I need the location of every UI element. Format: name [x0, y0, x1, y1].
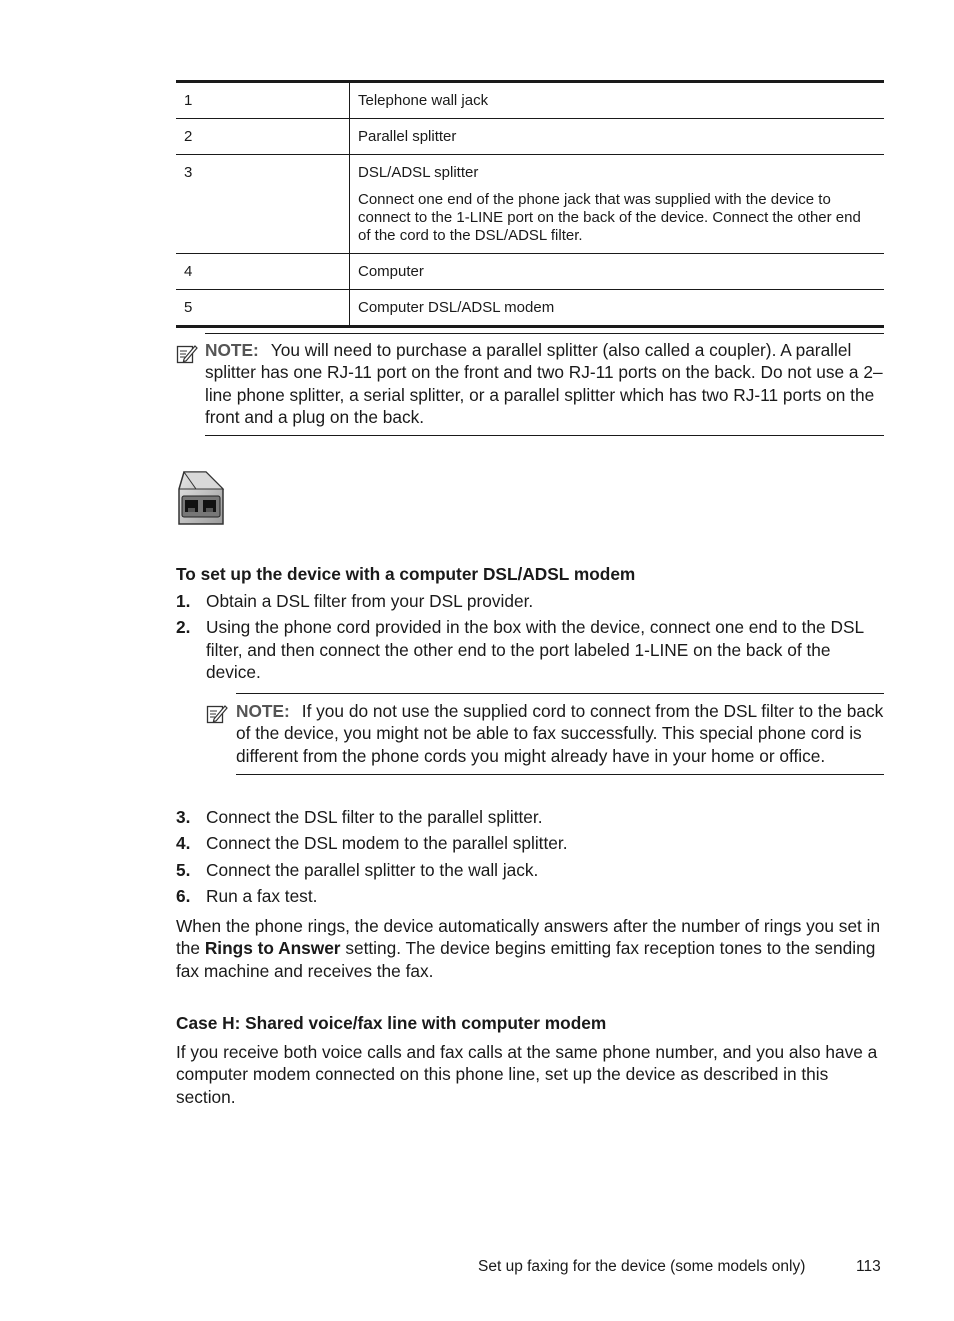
table-row: [176, 119, 884, 155]
row-label: Computer: [358, 263, 424, 280]
row-label: Telephone wall jack: [358, 92, 489, 109]
note-text: You will need to purchase a parallel splitter (also called a coupler). A parallel splitter has one RJ-11 port on the front and two RJ-11 ports on the back. Do not use a 2–line phone splitter, a serial splitter, or a parallel splitter which has two RJ-11 ports on the front and a plug on the back.: [205, 340, 883, 427]
row-description: [350, 155, 885, 254]
row-label: Computer DSL/ADSL modem: [358, 299, 555, 316]
note-label: NOTE:: [236, 701, 290, 721]
steps-list-continued: [176, 806, 884, 911]
step-number: 2.: [176, 617, 191, 638]
table-row: [176, 155, 884, 254]
list-item: [176, 590, 884, 612]
step-number: 1.: [176, 591, 191, 611]
row-number: 2: [176, 119, 350, 155]
parallel-splitter-icon: [176, 469, 226, 527]
list-item: [176, 859, 884, 881]
row-description: [350, 119, 885, 155]
step-number: 4.: [176, 833, 191, 854]
row-number: 3: [176, 155, 350, 254]
case-h-paragraph: If you receive both voice calls and fax calls at the same phone number, and you also have a computer modem connected on this phone line, set up the device as described in this section.: [176, 1042, 878, 1107]
note-text: If you do not use the supplied cord to connect from the DSL filter to the back of the device, you might not be able to fax successfully. This special phone cord is different from the phone cords you might already have in your home or office.: [236, 701, 884, 766]
row-label: DSL/ADSL splitter: [358, 164, 479, 181]
note-label: NOTE:: [205, 340, 259, 360]
rings-to-answer-term: Rings to Answer: [204, 938, 341, 959]
paragraph-text: When the phone rings, the device automatically answers after the number of rings you set in the: [176, 916, 881, 959]
table-row: [176, 82, 884, 119]
row-detail: Connect one end of the phone jack that was supplied with the device to connect to the 1-LINE port on the back of the device. Connect the other end of the cord to the DSL/ADSL filter.: [358, 191, 861, 244]
note-phone-cord: [206, 693, 884, 775]
step-number: 3.: [176, 807, 191, 827]
row-description: [350, 82, 885, 119]
answer-paragraph: [176, 915, 884, 982]
note-icon: [206, 702, 228, 724]
list-item: [176, 885, 884, 907]
paragraph-text: setting. The device begins emitting fax reception tones to the sending fax machine and receives the fax.: [176, 938, 876, 981]
table-row: [176, 254, 884, 290]
step-text: Using the phone cord provided in the box with the device, connect one end to the DSL filter, and then connect the other end to the port labeled 1-LINE on the back of the device.: [206, 617, 864, 682]
row-number: 4: [176, 254, 350, 290]
list-item: [176, 806, 884, 828]
row-description: [350, 290, 885, 327]
legend-table: [176, 80, 884, 328]
step-text: Obtain a DSL filter from your DSL provider.: [206, 591, 534, 611]
step-text: Connect the parallel splitter to the wall jack.: [206, 859, 539, 880]
step-text: Connect the DSL filter to the parallel splitter.: [206, 807, 543, 827]
list-item: [176, 616, 884, 683]
steps-list: [176, 590, 884, 687]
step-number: 6.: [176, 885, 191, 906]
table-row: [176, 290, 884, 327]
row-number: 5: [176, 290, 350, 327]
row-label: Parallel splitter: [358, 128, 457, 145]
note-icon: [176, 342, 198, 364]
step-text: Connect the DSL modem to the parallel splitter.: [206, 833, 568, 854]
list-item: [176, 832, 884, 854]
procedure-heading: To set up the device with a computer DSL/ADSL modem: [176, 564, 636, 584]
note-parallel-splitter: [176, 333, 884, 436]
case-h-heading: Case H: Shared voice/fax line with computer modem: [176, 1013, 607, 1033]
row-description: [350, 254, 885, 290]
step-number: 5.: [176, 859, 191, 880]
step-text: Run a fax test.: [206, 885, 318, 906]
footer-section-title: Set up faxing for the device (some models only): [478, 1258, 806, 1275]
page-number: 113: [856, 1258, 881, 1275]
row-number: 1: [184, 92, 193, 109]
